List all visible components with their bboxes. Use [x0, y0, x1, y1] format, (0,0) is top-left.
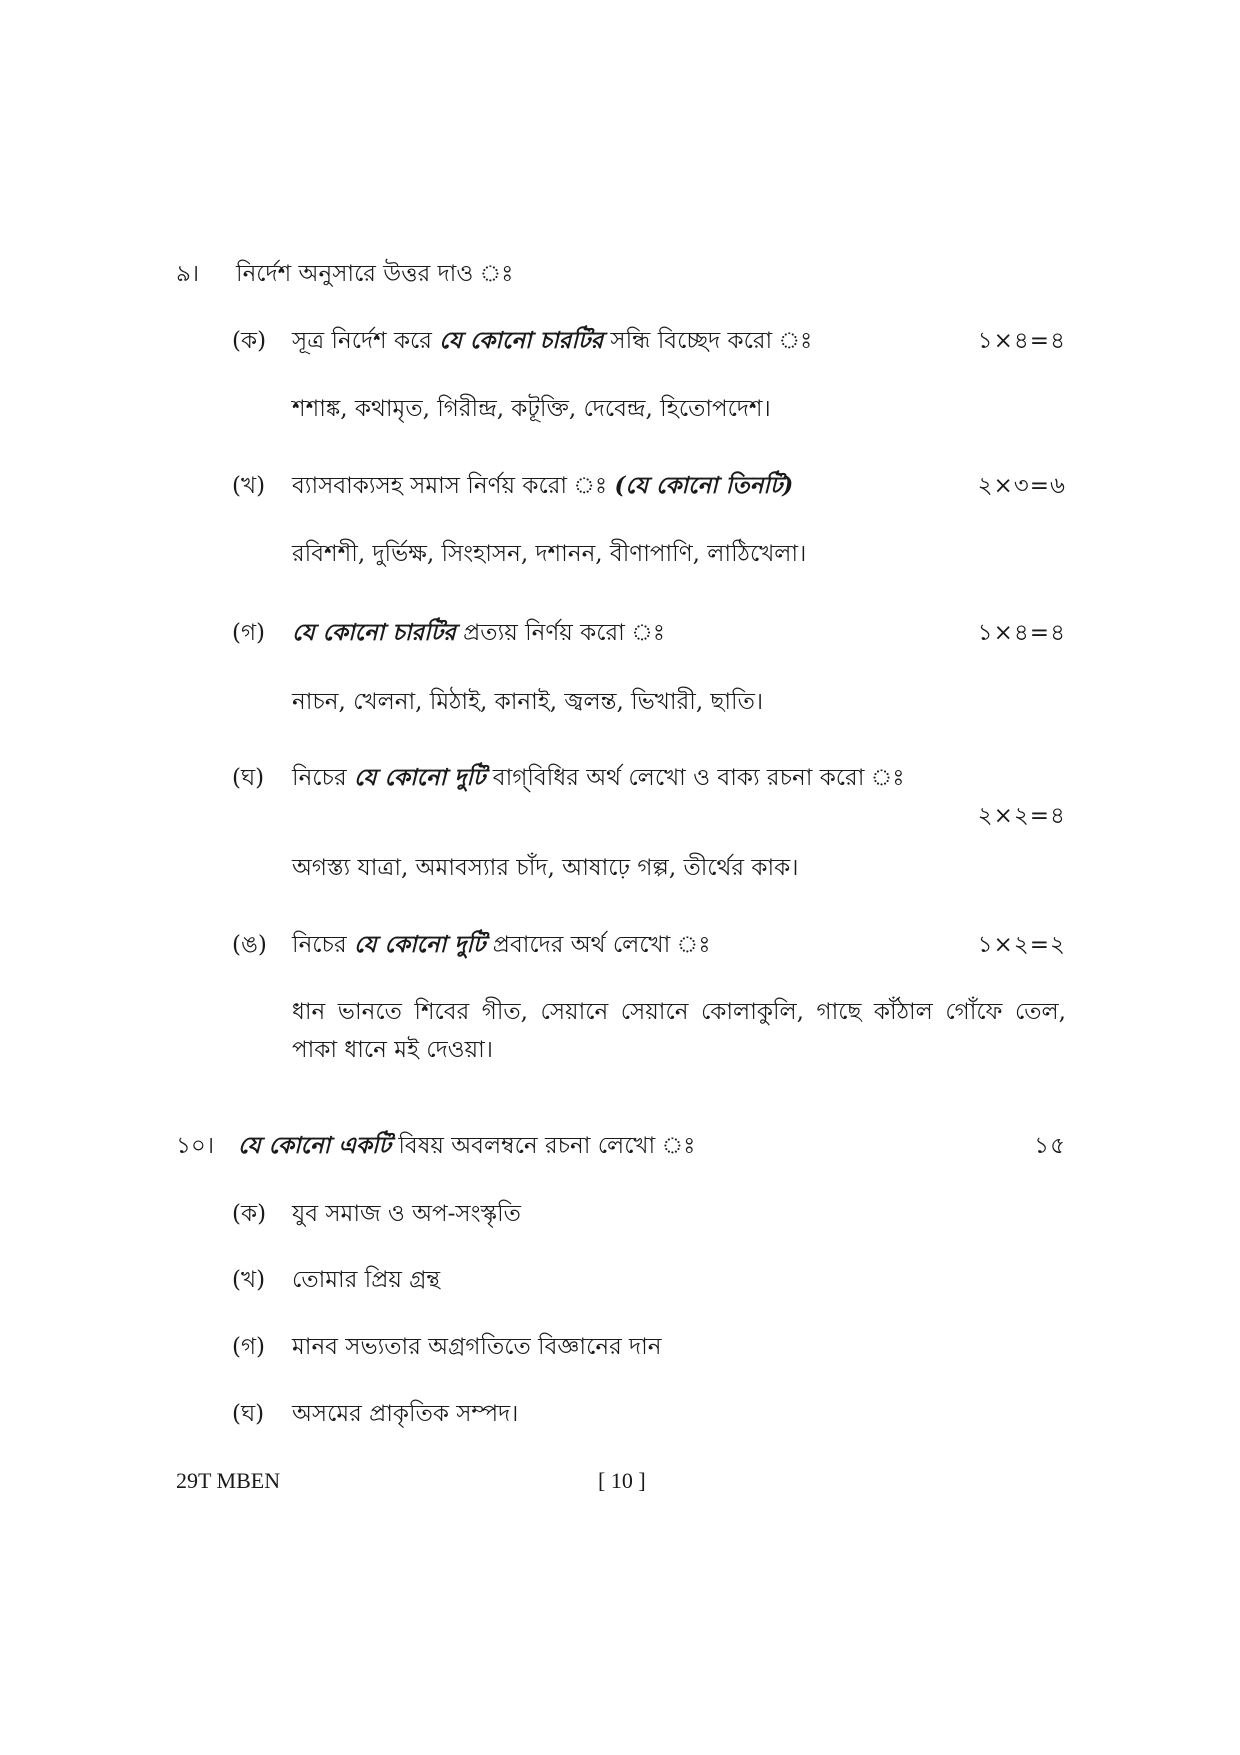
part-prompt — [292, 762, 905, 794]
prompt-emphasis: যে কোনো চারটির — [292, 619, 456, 646]
question-9-instruction: নির্দেশ অনুসারে উত্তর দাও ঃ — [236, 261, 514, 287]
option-label: (গ) — [232, 1334, 266, 1360]
part-label: (ঘ) — [232, 765, 265, 791]
question-9-number: ৯। — [176, 261, 200, 287]
part-marks: ১×৪=৪ — [977, 328, 1066, 354]
prompt-emphasis: যে কোনো একটি — [238, 1132, 392, 1159]
part-marks: ১×২=২ — [977, 932, 1066, 958]
prompt-text: নিচের — [292, 932, 354, 958]
part-body: শশাঙ্ক, কথামৃত, গিরীন্দ্র, কটূক্তি, দেবেন্দ্র, হিতোপদেশ। — [292, 396, 771, 422]
question-10-instruction — [238, 1130, 695, 1162]
prompt-text: বাগ্‌বিধির অর্থ লেখো ও বাক্য রচনা করো ঃ — [485, 765, 905, 791]
part-prompt — [292, 929, 710, 961]
part-marks: ২×৩=৬ — [977, 473, 1066, 499]
paper-code: 29T MBEN — [176, 1468, 281, 1493]
prompt-text: সূত্র নির্দেশ করে — [292, 328, 440, 354]
part-body: ধান ভানতে শিবের গীত, সেয়ানে সেয়ানে কোলাকুলি, গাছে কাঁঠাল গোঁফে তেল, পাকা ধানে মই দেওয়া। — [292, 999, 1066, 1063]
page-number: [ 10 ] — [598, 1468, 646, 1493]
part-prompt — [292, 470, 793, 502]
part-prompt — [292, 617, 665, 649]
part-label: (ক) — [232, 328, 267, 354]
essay-option: মানব সভ্যতার অগ্রগতিতে বিজ্ঞানের দান — [292, 1334, 662, 1360]
prompt-text: নিচের — [292, 765, 354, 791]
part-body: অগস্ত্য যাত্রা, অমাবস্যার চাঁদ, আষাঢ়ে গল্প, তীর্থের কাক। — [292, 855, 799, 881]
part-marks: ২×২=৪ — [977, 803, 1066, 829]
part-label: (খ) — [232, 473, 266, 499]
prompt-text: বিষয় অবলম্বনে রচনা লেখো ঃ — [391, 1133, 696, 1159]
essay-option: অসমের প্রাকৃতিক সম্পদ। — [292, 1401, 519, 1427]
prompt-text: ব্যাসবাক্যসহ সমাস নির্ণয় করো ঃ — [292, 473, 615, 499]
question-10-number: ১০। — [176, 1133, 215, 1159]
prompt-text: সন্ধি বিচ্ছেদ করো ঃ — [603, 328, 813, 354]
prompt-emphasis: যে কোনো দুটি — [353, 931, 486, 958]
prompt-emphasis: যে কোনো চারটির — [439, 327, 604, 354]
prompt-emphasis: (যে কোনো তিনটি) — [614, 472, 794, 499]
part-marks: ১×৪=৪ — [977, 620, 1066, 646]
part-body: নাচন, খেলনা, মিঠাই, কানাই, জ্বলন্ত, ভিখারী, ছাতি। — [292, 689, 764, 715]
option-label: (ঘ) — [232, 1401, 265, 1427]
part-label: (ঙ) — [232, 932, 267, 958]
part-body: রবিশশী, দুর্ভিক্ষ, সিংহাসন, দশানন, বীণাপাণি, লাঠিখেলা। — [292, 541, 807, 567]
question-10-marks: ১৫ — [1034, 1133, 1066, 1159]
part-prompt — [292, 325, 812, 357]
essay-option: তোমার প্রিয় গ্রন্থ — [292, 1267, 441, 1293]
prompt-text: প্রবাদের অর্থ লেখো ঃ — [485, 932, 711, 958]
prompt-emphasis: যে কোনো দুটি — [353, 764, 486, 791]
option-label: (খ) — [232, 1267, 266, 1293]
option-label: (ক) — [232, 1201, 267, 1227]
essay-option: যুব সমাজ ও অপ-সংস্কৃতি — [292, 1201, 521, 1227]
part-label: (গ) — [232, 620, 266, 646]
prompt-text: প্রত্যয় নির্ণয় করো ঃ — [455, 620, 665, 646]
